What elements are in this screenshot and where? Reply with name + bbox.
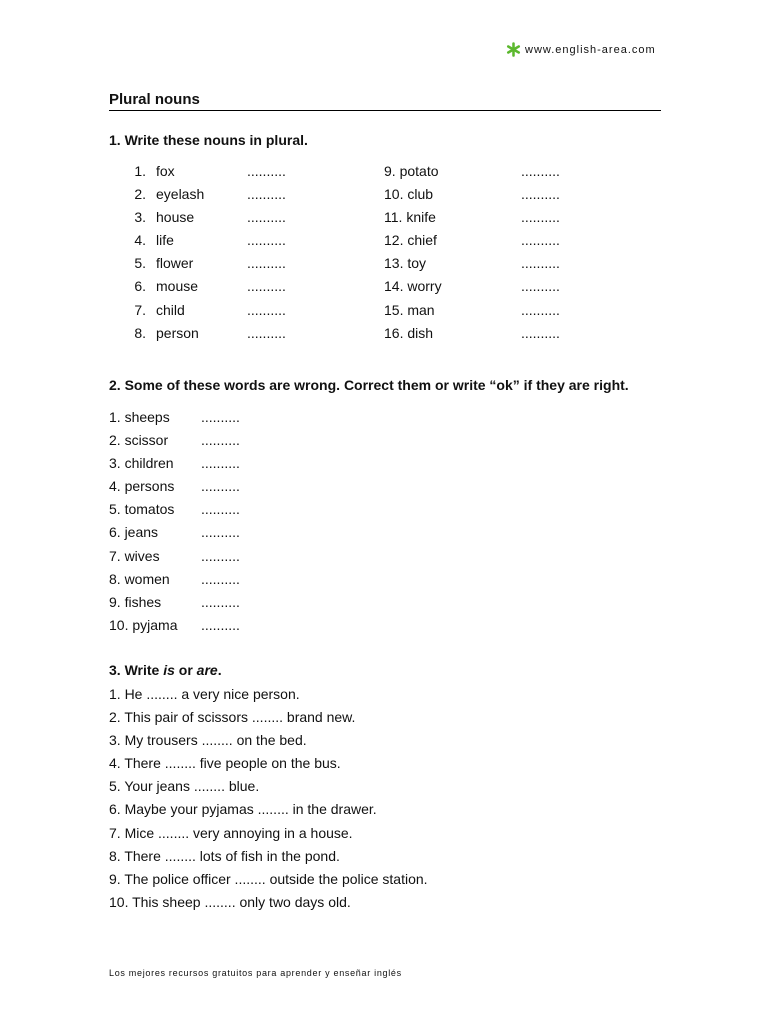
- exercise-1-right-list: [0, 160, 768, 345]
- item-word: flower: [156, 255, 194, 272]
- asterisk-logo-icon: [506, 42, 521, 57]
- answer-blank: ..........: [201, 570, 240, 587]
- item-word: fox: [156, 163, 175, 179]
- item-word: 7. wives: [109, 547, 160, 564]
- list-item: [0, 275, 768, 298]
- sentence-item: 5. Your jeans ........ blue.: [109, 778, 260, 795]
- answer-blank: ..........: [521, 209, 560, 226]
- heading-text: 3. Write: [109, 662, 164, 678]
- answer-blank: ..........: [247, 163, 286, 179]
- answer-blank: ..........: [247, 301, 286, 318]
- list-item: [109, 429, 240, 452]
- answer-blank: ..........: [521, 255, 560, 272]
- heading-keyword-is: is: [163, 662, 175, 678]
- answer-blank: ..........: [247, 255, 286, 272]
- answer-blank: ..........: [521, 301, 560, 318]
- answer-blank: ..........: [521, 278, 560, 295]
- sentence-item: 8. There ........ lots of fish in the pond.: [109, 847, 340, 864]
- list-item: [109, 614, 240, 637]
- list-item: [109, 591, 240, 614]
- list-item: [0, 229, 768, 252]
- item-word: 9. potato: [384, 163, 439, 179]
- answer-blank: ..........: [247, 278, 286, 295]
- item-number: 7.: [134, 301, 146, 318]
- sentence-item: 3. My trousers ........ on the bed.: [109, 732, 307, 749]
- sentence-item: 9. The police officer ........ outside the police station.: [109, 870, 428, 887]
- list-item: [109, 475, 240, 498]
- footer-text: Los mejores recursos gratuitos para aprender y enseñar inglés: [109, 968, 402, 978]
- site-url: www.english-area.com: [525, 43, 656, 56]
- item-word: 4. persons: [109, 478, 175, 495]
- list-item: [0, 160, 768, 183]
- item-word: 10. pyjama: [109, 616, 178, 633]
- item-number: 5.: [134, 255, 146, 272]
- item-number: 1.: [134, 163, 146, 179]
- item-word: child: [156, 301, 185, 318]
- answer-blank: ..........: [201, 478, 240, 495]
- list-item: [109, 406, 240, 429]
- list-item: [109, 521, 240, 544]
- item-word: mouse: [156, 278, 199, 295]
- sentence-item: 4. There ........ five people on the bus.: [109, 755, 341, 772]
- answer-blank: ..........: [247, 209, 286, 226]
- answer-blank: ..........: [521, 232, 560, 249]
- item-word: 10. club: [384, 186, 434, 203]
- sentence-item: 1. He ........ a very nice person.: [109, 686, 300, 702]
- exercise-2-list: [109, 406, 240, 637]
- answer-blank: ..........: [201, 547, 240, 564]
- list-item: [0, 322, 768, 345]
- item-number: 4.: [134, 232, 146, 249]
- item-word: 9. fishes: [109, 593, 162, 610]
- sentence-item: 7. Mice ........ very annoying in a house.: [109, 824, 353, 841]
- answer-blank: ..........: [201, 432, 240, 449]
- list-item: [109, 498, 240, 521]
- item-word: life: [156, 232, 174, 249]
- sentence-item: 6. Maybe your pyjamas ........ in the drawer.: [109, 801, 377, 818]
- heading-text: .: [217, 662, 222, 678]
- exercise-2-heading: 2. Some of these words are wrong. Correct them or write “ok” if they are right.: [109, 377, 629, 393]
- item-word: 15. man: [384, 301, 435, 318]
- answer-blank: ..........: [201, 409, 240, 425]
- list-item: [0, 252, 768, 275]
- item-word: person: [156, 324, 199, 341]
- list-item: [109, 545, 240, 568]
- item-number: 6.: [134, 278, 146, 295]
- answer-blank: ..........: [247, 232, 286, 249]
- answer-blank: ..........: [201, 593, 240, 610]
- item-word: 13. toy: [384, 255, 427, 272]
- item-number: 2.: [134, 186, 146, 203]
- item-word: 2. scissor: [109, 432, 169, 449]
- item-word: 12. chief: [384, 232, 437, 249]
- site-header: [506, 42, 656, 57]
- sentence-item: 2. This pair of scissors ........ brand new.: [109, 709, 356, 726]
- list-item: [0, 206, 768, 229]
- sentence-item: 10. This sheep ........ only two days old.: [109, 893, 351, 910]
- item-word: 11. knife: [384, 209, 436, 226]
- answer-blank: ..........: [247, 186, 286, 203]
- item-word: 16. dish: [384, 324, 434, 341]
- exercise-3-list: [109, 683, 428, 914]
- answer-blank: ..........: [201, 501, 240, 518]
- heading-keyword-are: are: [196, 662, 218, 678]
- item-word: 8. women: [109, 570, 170, 587]
- item-number: 3.: [134, 209, 146, 226]
- answer-blank: ..........: [201, 455, 240, 472]
- item-word: 6. jeans: [109, 524, 159, 541]
- answer-blank: ..........: [201, 524, 240, 541]
- answer-blank: ..........: [521, 186, 560, 203]
- list-item: [109, 568, 240, 591]
- heading-text: or: [174, 662, 197, 678]
- item-word: 1. sheeps: [109, 409, 170, 425]
- title-rule: [109, 110, 661, 111]
- exercise-1-heading: 1. Write these nouns in plural.: [109, 132, 308, 148]
- item-word: 3. children: [109, 455, 174, 472]
- answer-blank: ..........: [247, 324, 286, 341]
- list-item: [0, 183, 768, 206]
- answer-blank: ..........: [521, 163, 560, 179]
- list-item: [0, 299, 768, 322]
- page-title: Plural nouns: [109, 91, 200, 108]
- answer-blank: ..........: [521, 324, 560, 341]
- item-word: 5. tomatos: [109, 501, 175, 518]
- item-word: house: [156, 209, 195, 226]
- list-item: [109, 452, 240, 475]
- exercise-3-heading: [109, 662, 222, 678]
- answer-blank: ..........: [201, 616, 240, 633]
- item-word: 14. worry: [384, 278, 442, 295]
- item-number: 8.: [134, 324, 146, 341]
- item-word: eyelash: [156, 186, 205, 203]
